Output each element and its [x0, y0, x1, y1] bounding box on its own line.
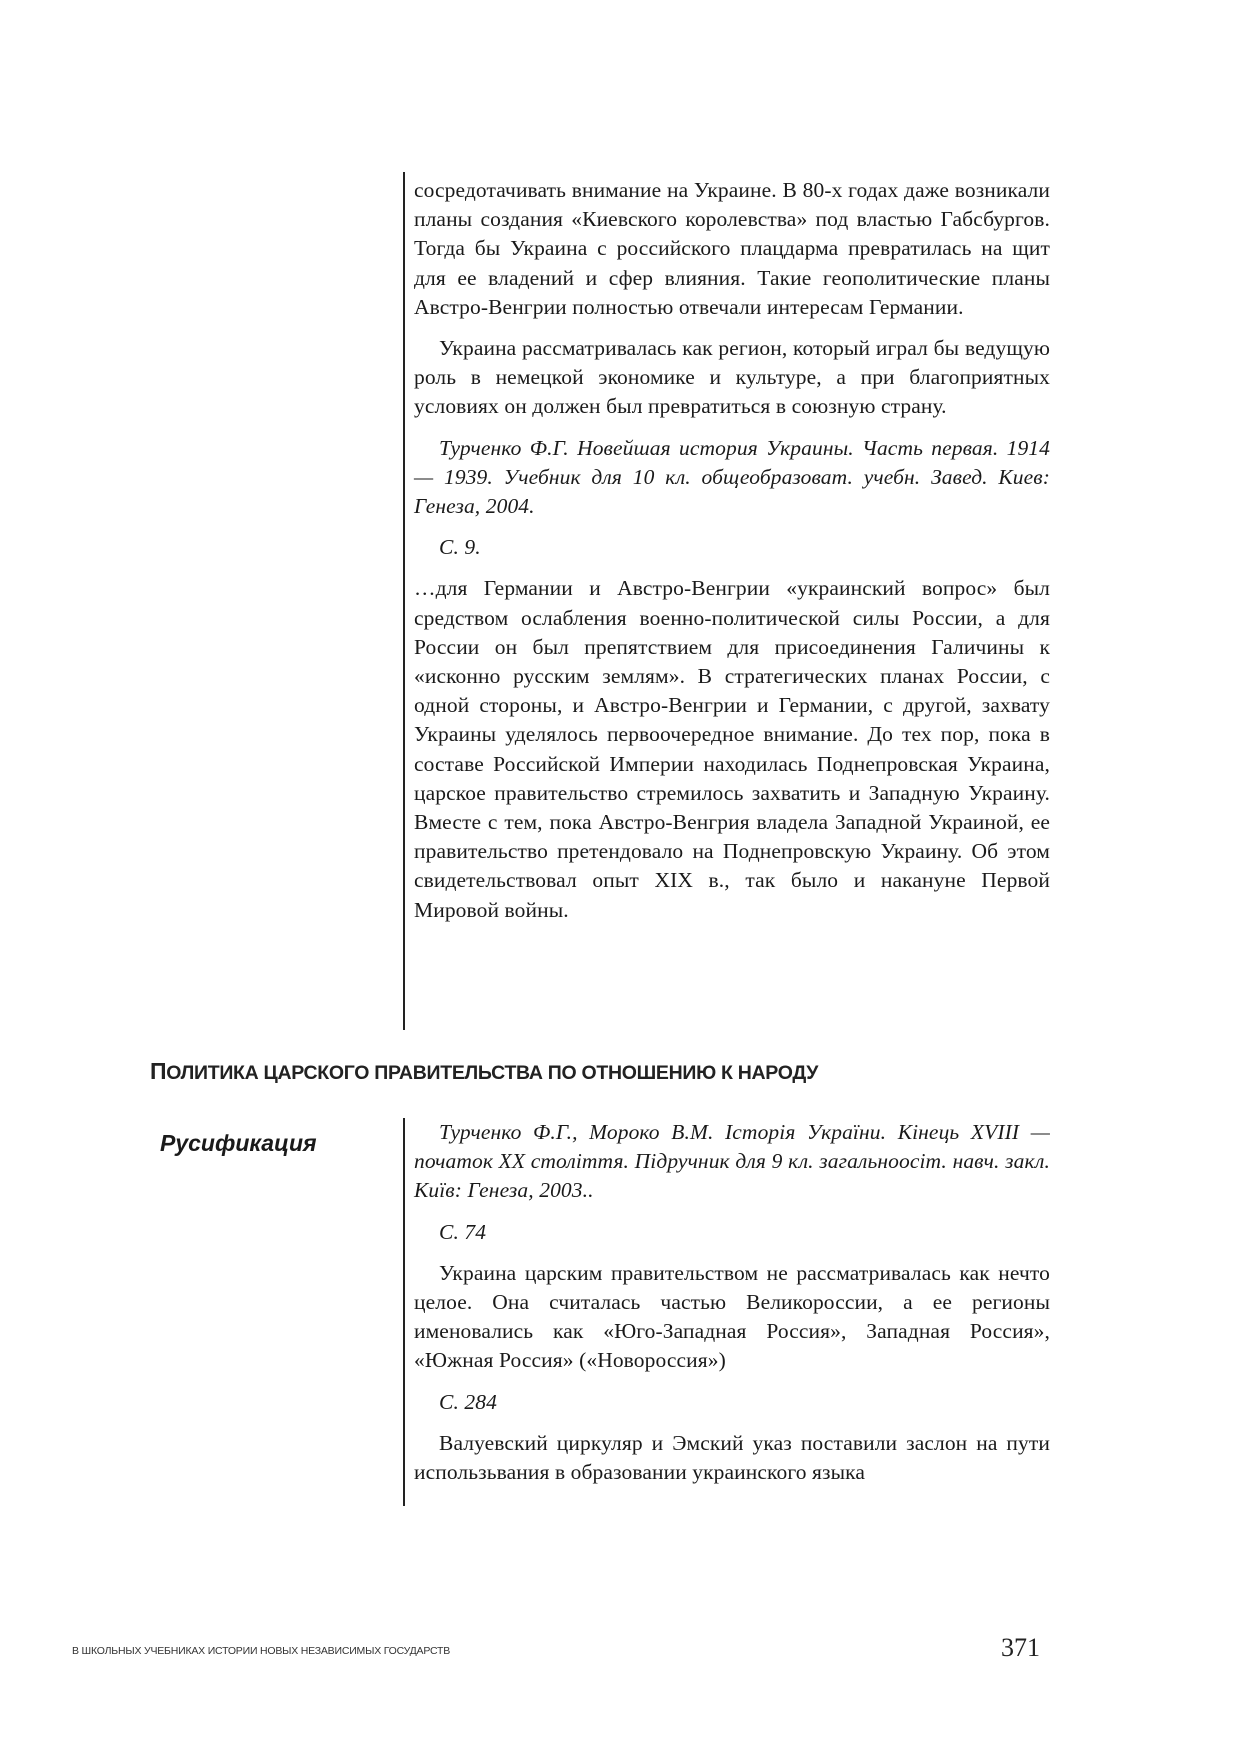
paragraph-ukraine-region: Украина рассматривалась как регион, который играл бы ведущую роль в немецкой экономике и культуре, а при благоприятных условиях он должен был превратиться в союзную страну.	[414, 336, 1050, 419]
page-number: 371	[1001, 1633, 1040, 1662]
column-rule-bottom	[403, 1118, 405, 1506]
paragraph-ukraine-not-whole: Украина царским правительством не рассматривалась как нечто целое. Она считалась частью Великороссии, а ее регионы именовались как «Юго-Западная Россия», Западная Россия», «Южная Россия» («Новороссия»)	[414, 1260, 1050, 1373]
text-column-bottom	[414, 1118, 1050, 1499]
page-reference: С. 74	[439, 1219, 487, 1244]
side-label-russification: Русификация	[160, 1130, 317, 1156]
page-reference: С. 9.	[439, 535, 481, 560]
section-heading-initial: П	[150, 1058, 167, 1084]
section-heading-text: ОЛИТИКА ЦАРСКОГО ПРАВИТЕЛЬСТВА ПО ОТНОШЕНИЮ К НАРОДУ	[166, 1062, 819, 1084]
citation-turchenko-moroko-2003: Турченко Ф.Г., Мороко В.М. Історія України. Кінець XVIII — початок XX століття. Підручник для 9 кл. загальноосіт. навч. закл. Київ: Генеза, 2003..	[414, 1120, 1050, 1203]
text-column-top	[414, 176, 1050, 937]
section-heading	[150, 1058, 818, 1085]
page-reference: С. 284	[439, 1389, 497, 1414]
running-footer-title: В ШКОЛЬНЫХ УЧЕБНИКАХ ИСТОРИИ НОВЫХ НЕЗАВИСИМЫХ ГОСУДАРСТВ	[72, 1645, 451, 1657]
column-rule-top	[403, 172, 405, 1030]
paragraph-continuation: сосредотачивать внимание на Украине. В 80-х годах даже возникали планы создания «Киевского королевства» под властью Габсбургов. Тогда бы Украина с российского плацдарма превратилась на щит для ее владений и сфер влияния. Такие геополитические планы Австро-Венгрии полностью отвечали интересам Германии.	[414, 178, 1050, 319]
paragraph-valuev-ems: Валуевский циркуляр и Эмский указ поставили заслон на пути использьвания в образовании украинского языка	[414, 1430, 1050, 1485]
quote-paragraph: …для Германии и Австро-Венгрии «украинский вопрос» был средством ослабления военно-политической силы России, а для России он был препятствием для присоединения Галичины к «исконно русским землям». В стратегических планах России, с одной стороны, и Австро-Венгрии и Германии, с другой, захвату Украины уделялось первоочередное внимание. До тех пор, пока в составе Российской Империи находилась Поднепровская Украина, царское правительство стремилось захватить и Западную Украину. Вместе с тем, пока Австро-Венгрия владела Западной Украиной, ее правительство претендовало на Поднепровскую Украину. Об этом свидетельствовал опыт XIX в., так было и накануне Первой Мировой войны.	[414, 576, 1050, 922]
citation-turchenko-2004: Турченко Ф.Г. Новейшая история Украины. Часть первая. 1914 — 1939. Учебник для 10 кл. общеобразоват. учебн. Завед. Киев: Генеза, 2004.	[414, 435, 1050, 519]
